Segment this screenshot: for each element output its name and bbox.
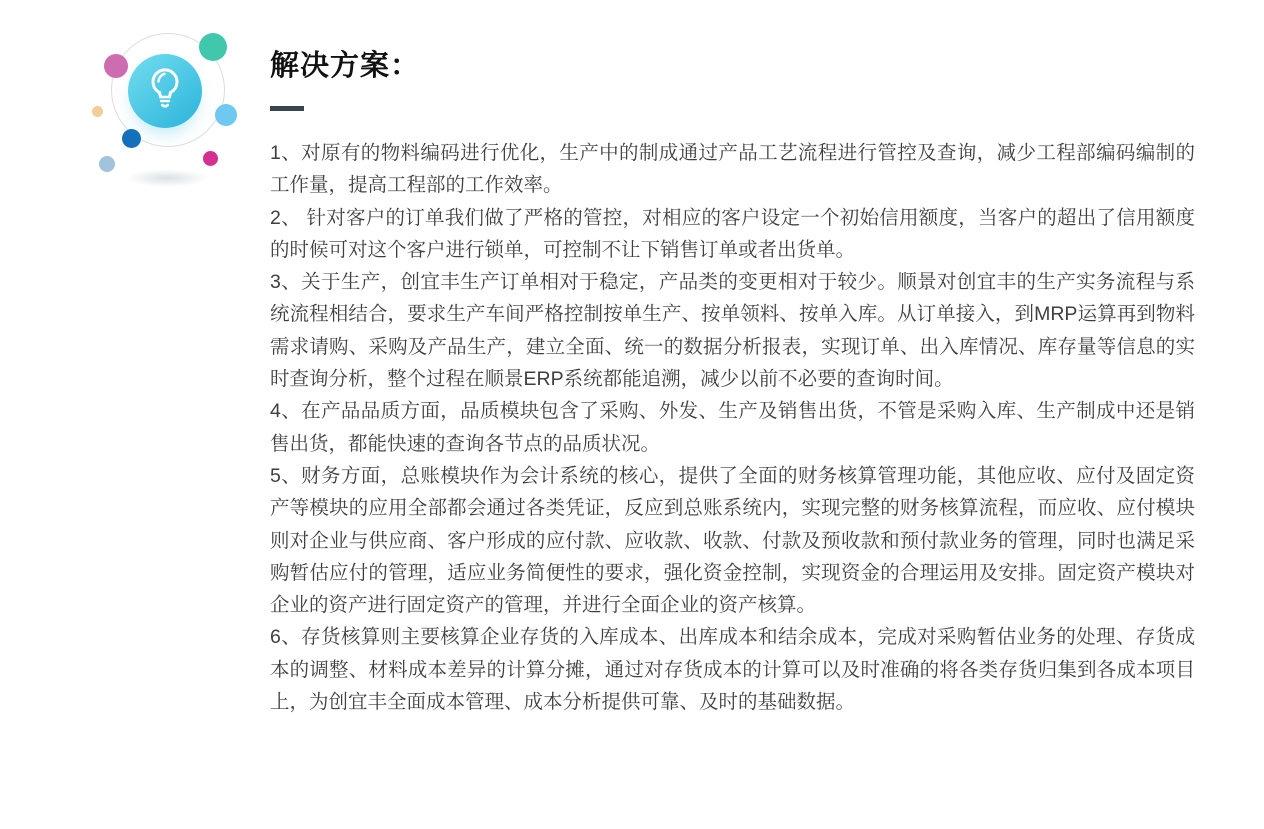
title-underline — [270, 106, 304, 111]
decorative-dot-blue — [122, 129, 141, 148]
solution-paragraph-3: 3、关于生产，创宜丰生产订单相对于稳定，产品类的变更相对于较少。顺景对创宜丰的生产实务流程与系统流程相结合，要求生产车间严格控制按单生产、按单领料、按单入库。从订单接入，到MRP运算再到物料需求请购、采购及产品生产，建立全面、统一的数据分析报表，实现订单、出入库情况、库存量等信息的实时查询分析，整个过程在顺景ERP系统都能追溯，减少以前不必要的查询时间。 — [270, 271, 1195, 391]
solution-body — [270, 137, 1195, 718]
solution-section — [270, 50, 1195, 718]
page-title: 解决方案： — [270, 50, 421, 82]
lightbulb-icon — [144, 64, 186, 119]
solution-paragraph-5: 5、财务方面，总账模块作为会计系统的核心，提供了全面的财务核算管理功能，其他应收、应付及固定资产等模块的应用全部都会通过各类凭证，反应到总账系统内，实现完整的财务核算流程，而应收、应付模块则对企业与供应商、客户形成的应付款、应收款、收款、付款及预收款和预付款业务的管理，同时也满足采购暂估应付的管理，适应业务简便性的要求，强化资金控制，实现资金的合理运用及安排。固定资产模块对企业的资产进行固定资产的管理，并进行全面企业的资产核算。 — [270, 464, 1195, 617]
lightbulb-circle — [128, 54, 202, 128]
lightbulb-badge — [85, 25, 250, 197]
decorative-dot-steelblue — [99, 156, 115, 172]
solution-paragraph-6: 6、存货核算则主要核算企业存货的入库成本、出库成本和结余成本，完成对采购暂估业务的处理、存货成本的调整、材料成本差异的计算分摊，通过对存货成本的计算可以及时准确的将各类存货归集到各成本项目上，为创宜丰全面成本管理、成本分析提供可靠、及时的基础数据。 — [270, 626, 1195, 714]
decorative-dot-lightblue — [215, 104, 237, 126]
decorative-dot-teal — [199, 33, 227, 61]
solution-paragraph-4: 4、在产品品质方面，品质模块包含了采购、外发、生产及销售出货，不管是采购入库、生产制成中还是销售出货，都能快速的查询各节点的品质状况。 — [270, 400, 1195, 455]
decorative-dot-pink — [104, 54, 128, 78]
solution-paragraph-2: 2、 针对客户的订单我们做了严格的管控，对相应的客户设定一个初始信用额度，当客户的超出了信用额度的时候可对这个客户进行锁单，可控制不让下销售订单或者出货单。 — [270, 206, 1195, 261]
solution-paragraph-1: 1、对原有的物料编码进行优化，生产中的制成通过产品工艺流程进行管控及查询，减少工程部编码编制的工作量，提高工程部的工作效率。 — [270, 142, 1195, 197]
circle-shadow — [125, 169, 209, 187]
decorative-dot-yellow — [92, 106, 103, 117]
decorative-dot-magenta — [203, 151, 218, 166]
